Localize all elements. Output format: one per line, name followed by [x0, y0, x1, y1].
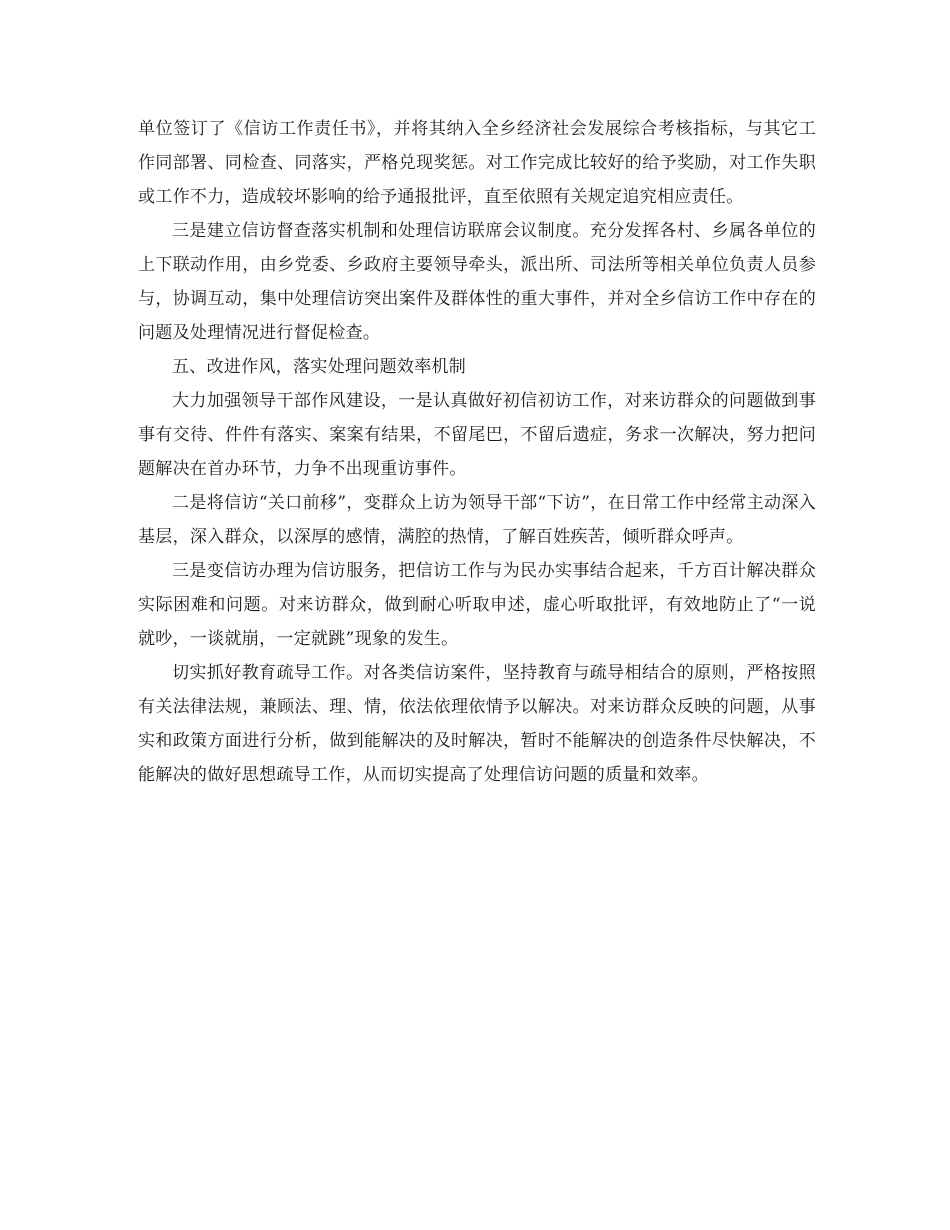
paragraph-move-forward: 二是将信访“关口前移”，变群众上访为领导干部“下访”，在日常工作中经常主动深入基层，深入群众，以深厚的感情，满腔的热情，了解百姓疾苦，倾听群众呼声。: [138, 493, 816, 547]
paragraph-education-guidance: 切实抓好教育疏导工作。对各类信访案件，坚持教育与疏导相结合的原则，严格按照有关法律法规，兼顾法、理、情，依法依理依情予以解决。对来访群众反映的问题，从事实和政策方面进行分析，做到能解决的及时解决，暂时不能解决的创造条件尽快解决，不能解决的做好思想疏导工作，从而切实提高了处理信访问题的质量和效率。: [138, 663, 816, 785]
paragraph-service: 三是变信访办理为信访服务，把信访工作与为民办实事结合起来，千方百计解决群众实际困难和问题。对来访群众，做到耐心听取申述，虚心听取批评，有效地防止了“一说就吵，一谈就崩，一定就跳”现象的发生。: [138, 561, 816, 649]
paragraph-continued: 单位签订了《信访工作责任书》，并将其纳入全乡经济社会发展综合考核指标，与其它工作同部署、同检查、同落实，严格兑现奖惩。对工作完成比较好的给予奖励，对工作失职或工作不力，造成较坏影响的给予通报批评，直至依照有关规定追究相应责任。: [138, 119, 816, 207]
paragraph-work-style: 大力加强领导干部作风建设，一是认真做好初信初访工作，对来访群众的问题做到事事有交待、件件有落实、案案有结果，不留尾巴，不留后遗症，务求一次解决，努力把问题解决在首办环节，力争不出现重访事件。: [138, 391, 816, 479]
document-body: [138, 112, 816, 792]
paragraph-supervision-mechanism: 三是建立信访督查落实机制和处理信访联席会议制度。充分发挥各村、乡属各单位的上下联动作用，由乡党委、乡政府主要领导牵头，派出所、司法所等相关单位负责人员参与，协调互动，集中处理信访突出案件及群体性的重大事件，并对全乡信访工作中存在的问题及处理情况进行督促检查。: [138, 221, 816, 343]
section-heading-five: 五、改进作风，落实处理问题效率机制: [172, 357, 467, 377]
